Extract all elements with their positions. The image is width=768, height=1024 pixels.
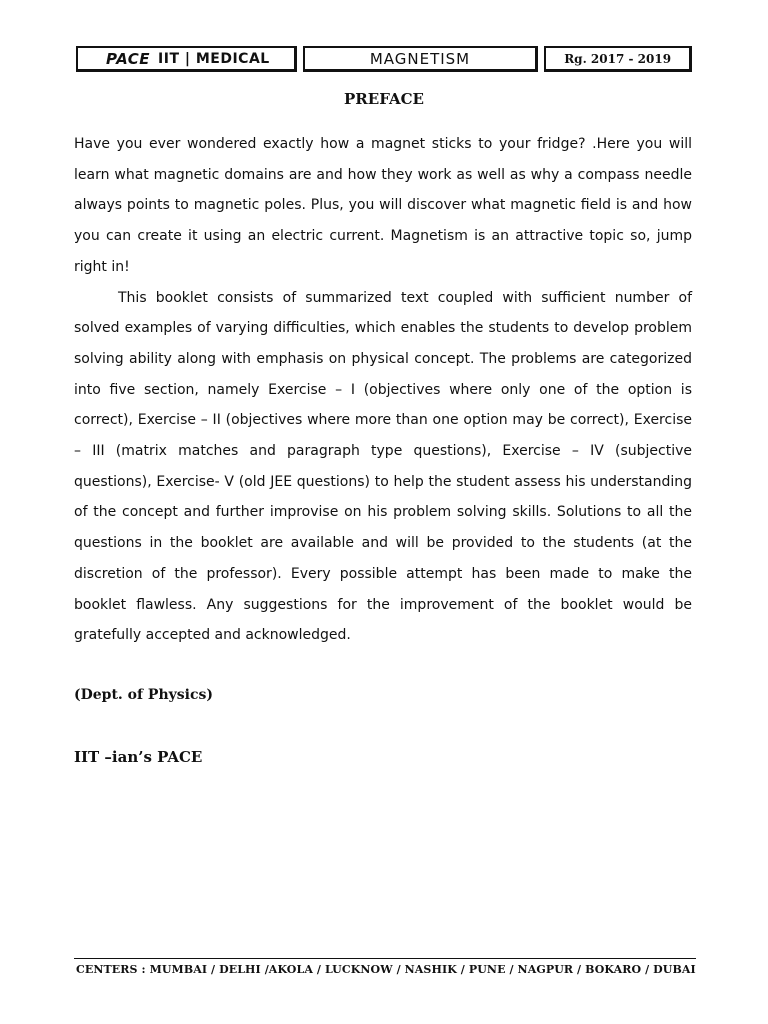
- year-box: Rg. 2017 - 2019: [544, 46, 692, 72]
- footer-divider: [74, 958, 696, 959]
- paragraph-2: This booklet consists of summarized text coupled with sufficient number of solved examples of varying difficulties, which enables the students to develop problem solving ability along with emphasis on physical concept. The problems are categorized into five section, namely Exercise – I (objectives where only one of the option is correct), Exercise – II (objectives where more than one option may be correct), Exercise – III (matrix matches and paragraph type questions), Exercise – IV (subjective questions), Exercise- V (old JEE questions) to help the student assess his understanding of the concept and further improvise on his problem solving skills. Solutions to all the questions in the booklet are available and will be provided to the students (at the discretion of the professor). Every possible attempt has been made to make the booklet flawless. Any suggestions for the improvement of the booklet would be gratefully accepted and acknowledged.: [74, 289, 692, 644]
- centers-footer: CENTERS : MUMBAI / DELHI /AKOLA / LUCKNOW / NASHIK / PUNE / NAGPUR / BOKARO / DUBAI: [76, 963, 696, 976]
- page-header: [76, 46, 692, 72]
- brand-box: [76, 46, 297, 72]
- pace-logo: PACE: [106, 49, 151, 68]
- preface-body: [74, 129, 692, 651]
- paragraph-1: Have you ever wondered exactly how a magnet sticks to your fridge? .Here you will learn what magnetic domains are and how they work as well as why a compass needle always points to magnetic poles. Plus, you will discover what magnetic field is and how you can create it using an electric current. Magnetism is an attractive topic so, jump right in!: [74, 136, 692, 275]
- page-title: PREFACE: [344, 90, 424, 108]
- brand-label: IIT | MEDICAL: [158, 50, 270, 67]
- topic-box: MAGNETISM: [303, 46, 539, 72]
- signature-line: IIT –ian’s PACE: [74, 748, 203, 766]
- department-line: (Dept. of Physics): [74, 687, 213, 703]
